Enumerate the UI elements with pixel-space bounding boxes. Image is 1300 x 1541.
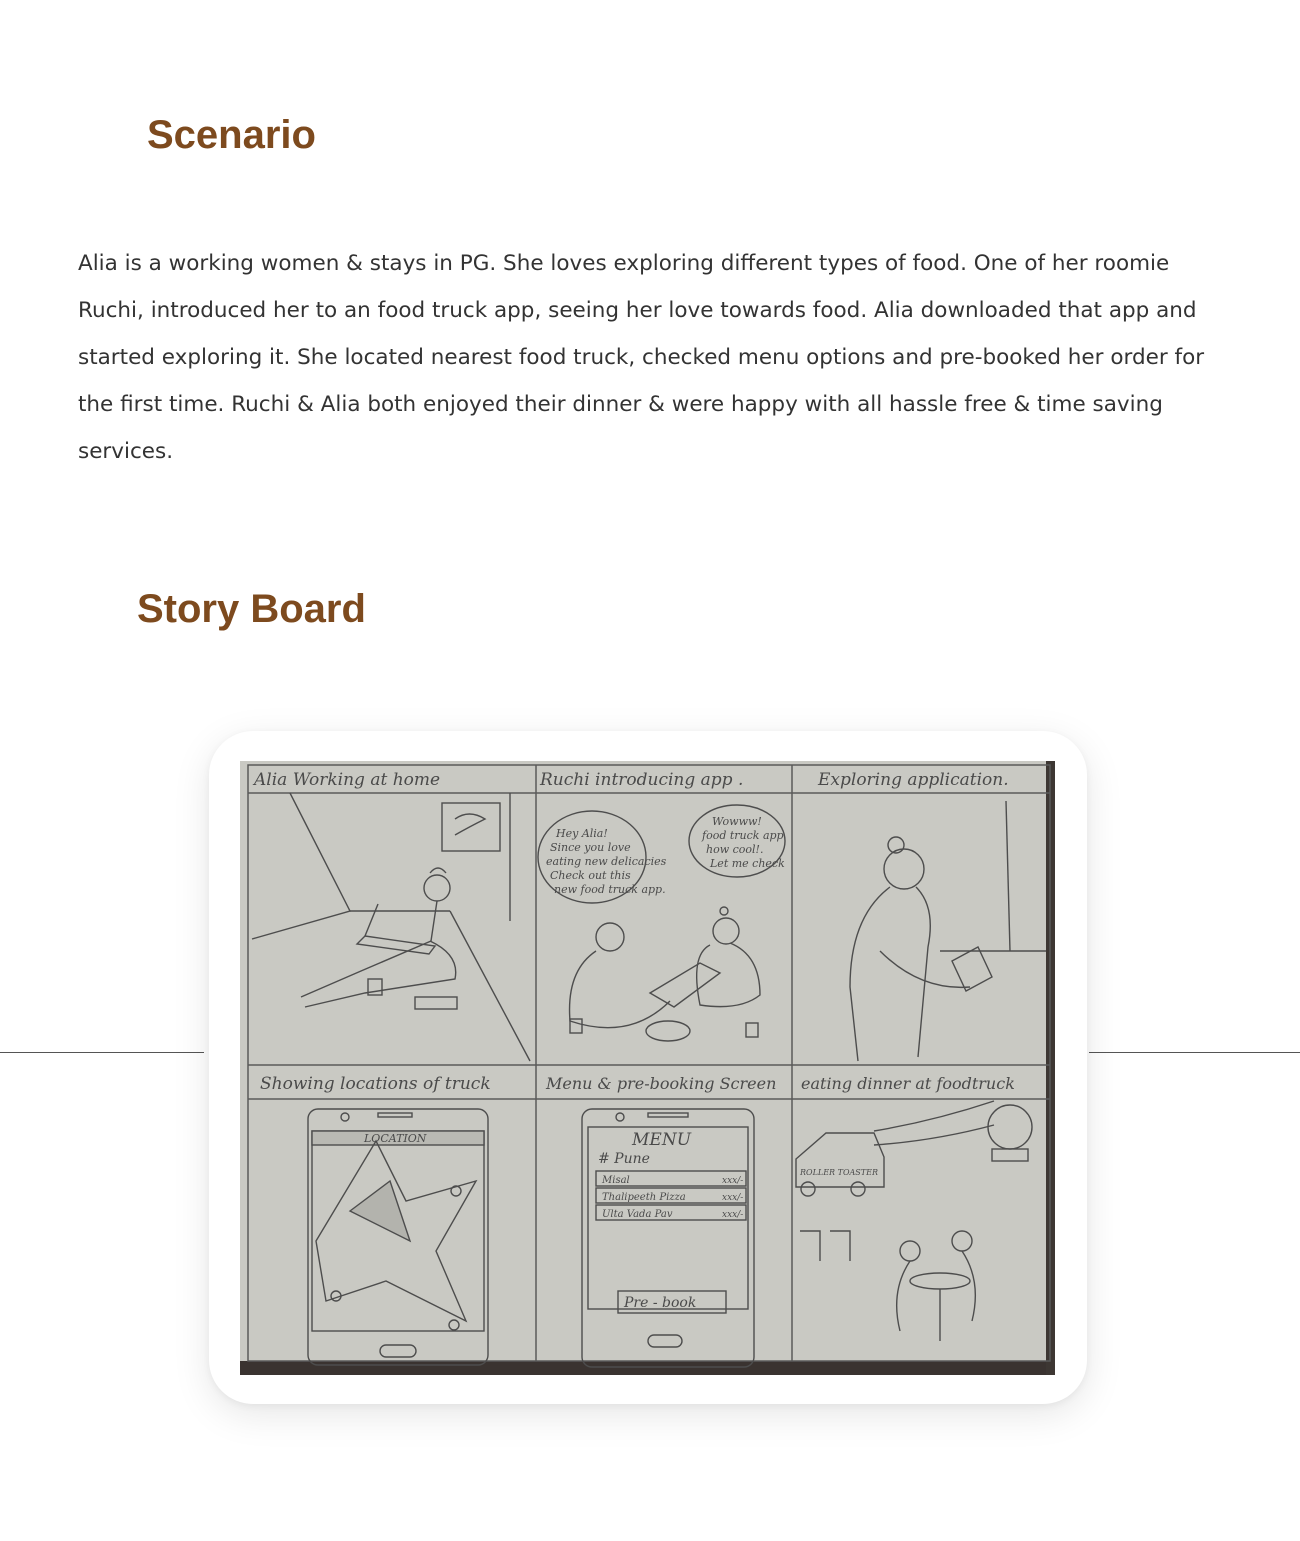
menu-item-price: xxx/- [722, 1210, 744, 1220]
scenario-heading: Scenario [147, 113, 316, 157]
bubble-2-line1: Wowww! [712, 815, 762, 828]
panel-5-caption: Menu & pre-booking Screen [546, 1074, 777, 1093]
menu-item-name: Ulta Vada Pav [602, 1209, 673, 1220]
menu-screen-title: MENU [632, 1130, 692, 1150]
bubble-1-line3: eating new delicacies [546, 855, 667, 868]
storyboard-heading: Story Board [137, 587, 366, 631]
bubble-1-line5: new food truck app. [554, 883, 666, 896]
menu-item-name: Thalipeeth Pizza [602, 1192, 686, 1203]
menu-city: # Pune [598, 1151, 650, 1167]
prebook-button-sketch: Pre - book [624, 1295, 697, 1311]
truck-sign: ROLLER TOASTER [800, 1168, 878, 1177]
divider-line-left [0, 1052, 204, 1053]
panel-4-caption: Showing locations of truck [260, 1074, 491, 1094]
menu-item-price: xxx/- [722, 1176, 744, 1186]
panel-1-caption: Alia Working at home [254, 770, 441, 790]
bubble-2-line2: food truck app [702, 829, 784, 842]
bubble-1-line1: Hey Alia! [556, 827, 608, 840]
bubble-2-line3: how cool!. [706, 843, 764, 856]
bubble-1-line4: Check out this [550, 869, 631, 882]
menu-item-name: Misal [602, 1175, 630, 1186]
bubble-1-line2: Since you love [550, 841, 631, 854]
panel-2-caption: Ruchi introducing app . [540, 770, 744, 790]
storyboard-sketch [240, 761, 1055, 1375]
divider-line-right [1089, 1052, 1300, 1053]
bubble-2-line4: Let me check [710, 857, 785, 870]
location-screen-title: LOCATION [364, 1132, 427, 1145]
scenario-paragraph: Alia is a working women & stays in PG. She loves exploring different types of food. One of her roomie Ruchi, introduced her to an food truck app, seeing her love towards food. Alia downloaded that app and started exploring it. She located nearest food truck, checked menu options and pre-booked her order for the first time. Ruchi & Alia both enjoyed their dinner & were happy with all hassle free & time saving services. [78, 251, 1205, 464]
menu-item-price: xxx/- [722, 1193, 744, 1203]
panel-6-caption: eating dinner at foodtruck [801, 1074, 1015, 1093]
storyboard-card [209, 731, 1087, 1404]
panel-3-caption: Exploring application. [818, 770, 1009, 790]
